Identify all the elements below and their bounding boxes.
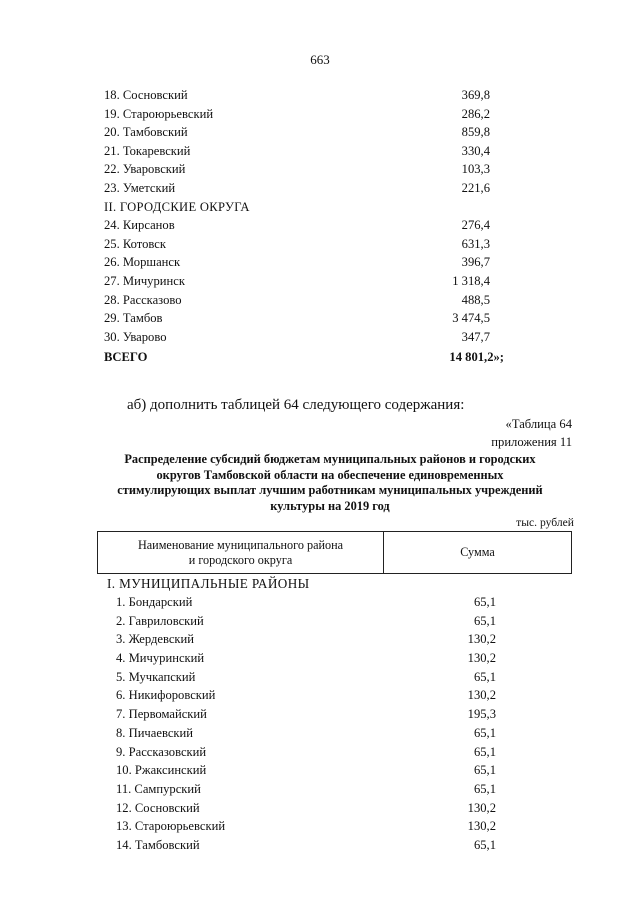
row-name: 2. Гавриловский	[116, 613, 204, 628]
table-row	[116, 836, 496, 855]
table-title: Распределение субсидий бюджетам муниципальных районов и городских округов Тамбовской области на обеспечение единовременных стимулирующих выплат лучшим работникам муниципальных учреждений культуры на 2019 год	[117, 452, 543, 513]
table-row	[104, 86, 504, 105]
total-label: ВСЕГО	[104, 350, 148, 365]
row-value: 195,3	[467, 707, 496, 722]
page-number: 663	[310, 52, 330, 67]
row-name: 26. Моршанск	[104, 255, 181, 270]
row-name: 20. Тамбовский	[104, 125, 188, 140]
row-name: 29. Тамбов	[104, 311, 163, 326]
amendment-text: аб) дополнить таблицей 64 следующего содержания:	[127, 397, 465, 413]
subsidy-table	[116, 593, 496, 855]
row-value: 65,1	[473, 595, 496, 609]
row-name: 14. Тамбовский	[116, 837, 200, 852]
row-value: 130,2	[467, 688, 496, 703]
row-name: 30. Уварово	[104, 329, 167, 344]
table-row	[116, 593, 496, 612]
total-value: 14 801,2»;	[449, 350, 504, 365]
row-name: 9. Рассказовский	[116, 744, 207, 759]
table-row	[116, 630, 496, 649]
table-row	[116, 817, 496, 836]
table-row	[104, 179, 504, 198]
row-name: 19. Староюрьевский	[104, 106, 214, 121]
header-sum-column: Сумма	[460, 545, 495, 559]
row-name: 23. Уметский	[104, 180, 176, 195]
table-row	[104, 253, 504, 272]
row-name: 27. Мичуринск	[104, 273, 185, 288]
row-name: 22. Уваровский	[104, 162, 186, 177]
table-number: «Таблица 64	[505, 417, 572, 431]
header-name-line1: Наименование муниципального района	[137, 537, 344, 552]
row-value: 130,2	[467, 632, 496, 647]
table-row	[116, 649, 496, 668]
appendix-number: приложения 11	[491, 435, 572, 449]
row-value: 347,7	[461, 329, 490, 344]
table-row	[116, 612, 496, 631]
row-name: 5. Мучкапский	[116, 669, 196, 684]
units-label: тыс. рублей	[516, 516, 574, 529]
table-row	[104, 123, 504, 142]
row-value: 1 318,4	[452, 273, 490, 288]
table-reference	[491, 415, 572, 451]
table-row	[116, 780, 496, 799]
table-row	[116, 686, 496, 705]
table-row	[104, 328, 504, 347]
table-row	[104, 272, 504, 291]
table-row	[104, 309, 504, 328]
row-value: 65,1	[473, 837, 496, 852]
row-value: 65,1	[473, 763, 496, 778]
row-value: 65,1	[473, 781, 496, 796]
row-value: 3 474,5	[452, 311, 490, 326]
row-name: 18. Сосновский	[104, 88, 188, 102]
table-row	[104, 291, 504, 310]
row-value: 65,1	[473, 669, 496, 684]
row-name: 24. Кирсанов	[104, 218, 175, 233]
row-value: 286,2	[461, 106, 490, 121]
row-value: 369,8	[461, 88, 490, 102]
row-value: 859,8	[461, 125, 490, 140]
row-name: 25. Котовск	[104, 236, 167, 251]
table-header	[97, 531, 572, 574]
row-value: 221,6	[461, 180, 490, 195]
row-name: 13. Староюрьевский	[116, 819, 226, 834]
header-name-column	[98, 532, 384, 573]
table-row	[116, 668, 496, 687]
table-row	[104, 235, 504, 254]
row-name: 4. Мичуринский	[116, 651, 205, 666]
table-row	[116, 799, 496, 818]
row-value: 103,3	[461, 162, 490, 177]
table-row	[116, 743, 496, 762]
row-name: 6. Никифоровский	[116, 688, 216, 703]
header-name-line2: и городского округа	[188, 552, 293, 567]
top-allocation-table	[104, 86, 504, 367]
row-name: 8. Пичаевский	[116, 725, 194, 740]
total-row	[104, 348, 504, 367]
row-value: 65,1	[473, 744, 496, 759]
row-value: 130,2	[467, 651, 496, 666]
row-name: 7. Первомайский	[116, 707, 207, 722]
row-value: 276,4	[461, 218, 490, 233]
table-row	[116, 724, 496, 743]
row-value: 130,2	[467, 819, 496, 834]
row-value: 130,2	[467, 800, 496, 815]
table-row	[104, 160, 504, 179]
row-value: 65,1	[473, 725, 496, 740]
row-value: 65,1	[473, 613, 496, 628]
row-value: 396,7	[461, 255, 490, 270]
row-name: 28. Рассказово	[104, 292, 182, 307]
row-name: 21. Токаревский	[104, 143, 191, 158]
table-row	[104, 105, 504, 124]
section-heading: I. МУНИЦИПАЛЬНЫЕ РАЙОНЫ	[107, 576, 310, 591]
row-name: 3. Жердевский	[116, 632, 195, 647]
section-heading-row	[104, 198, 504, 217]
table-row	[104, 216, 504, 235]
row-name: 12. Сосновский	[116, 800, 200, 815]
row-name: 10. Ржаксинский	[116, 763, 207, 778]
table-row	[116, 705, 496, 724]
section-heading: II. ГОРОДСКИЕ ОКРУГА	[104, 199, 250, 214]
row-name: 11. Сампурский	[116, 781, 201, 796]
row-value: 330,4	[461, 143, 490, 158]
row-value: 631,3	[461, 236, 490, 251]
row-value: 488,5	[461, 292, 490, 307]
row-name: 1. Бондарский	[116, 595, 193, 609]
table-row	[116, 761, 496, 780]
table-row	[104, 142, 504, 161]
